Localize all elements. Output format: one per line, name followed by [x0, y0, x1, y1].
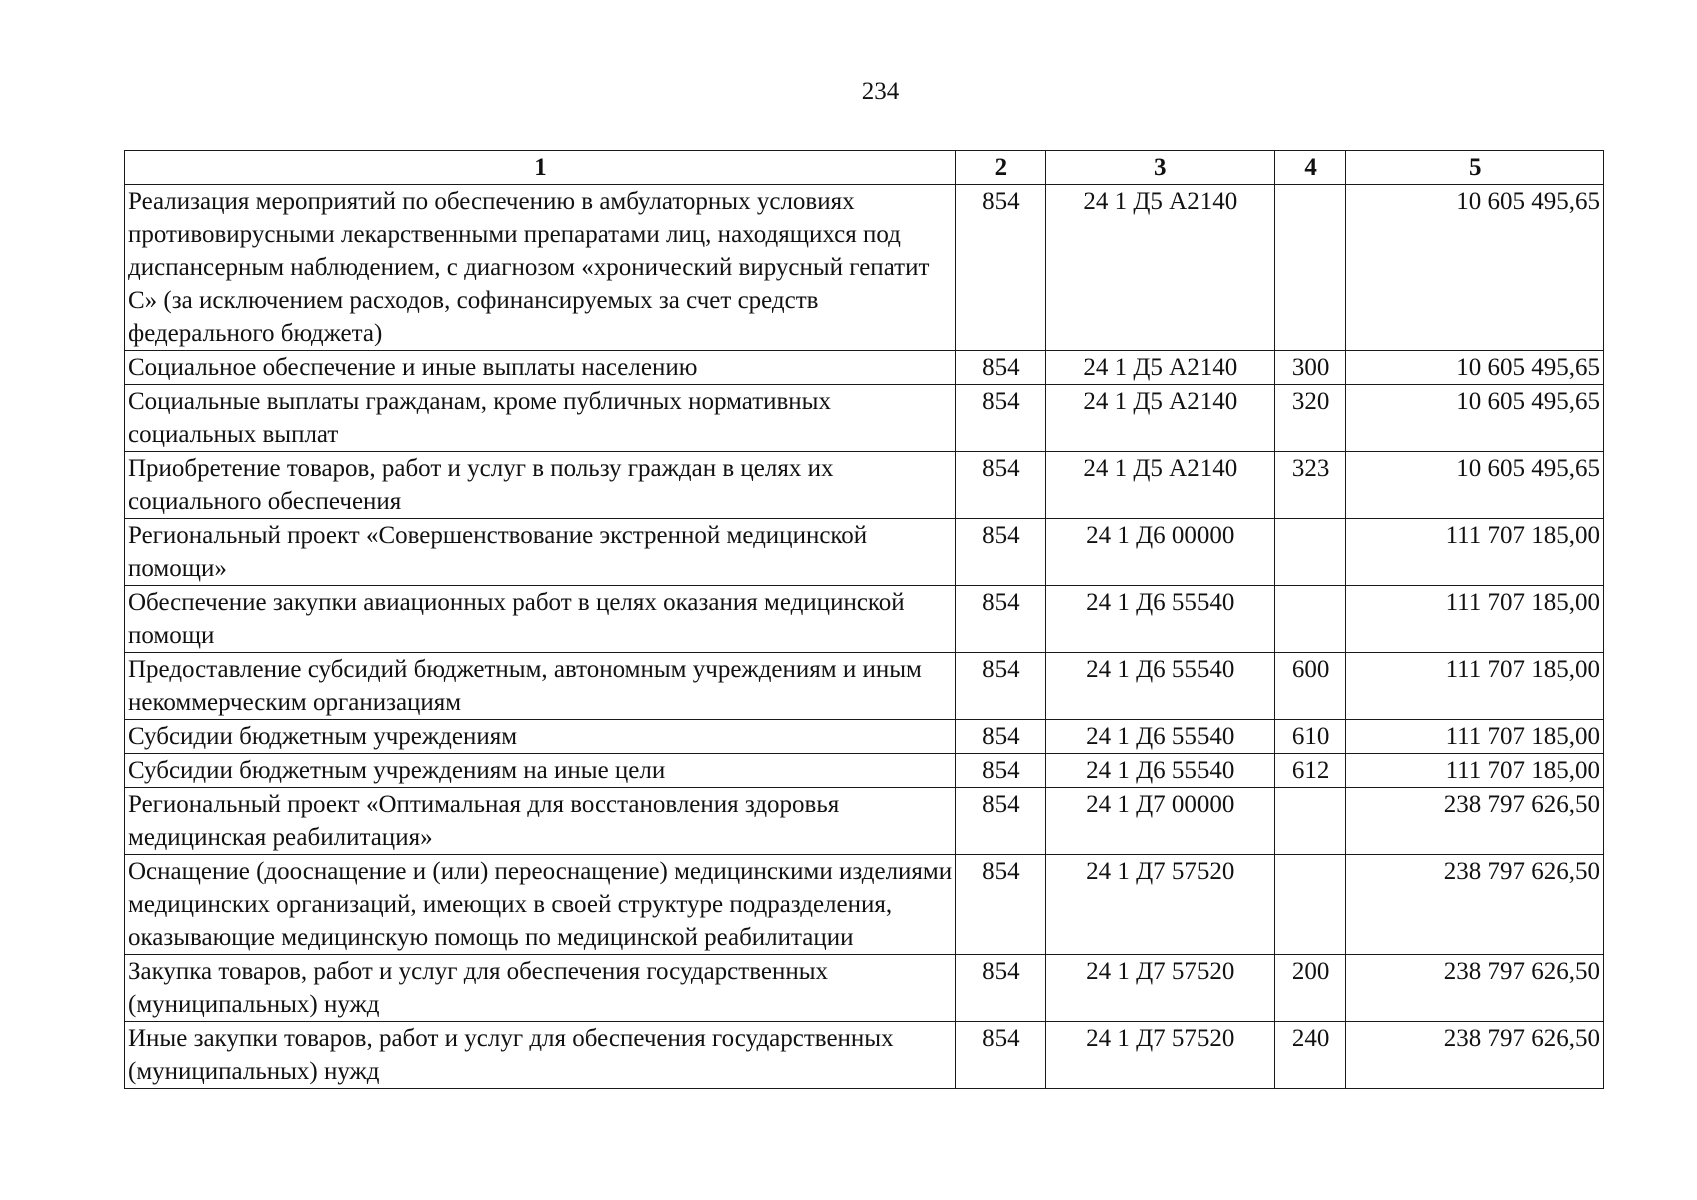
- table-row: [125, 955, 1604, 1022]
- table-row: [125, 185, 1604, 351]
- row-expense-type: 610: [1274, 720, 1345, 754]
- row-code: 854: [956, 955, 1046, 1022]
- row-name: Субсидии бюджетным учреждениям на иные цели: [125, 754, 956, 788]
- row-expense-type: 200: [1274, 955, 1345, 1022]
- row-target-article: 24 1 Д7 00000: [1045, 788, 1274, 855]
- row-name: Закупка товаров, работ и услуг для обеспечения государственных (муниципальных) нужд: [125, 955, 956, 1022]
- row-sum: 238 797 626,50: [1346, 955, 1604, 1022]
- row-expense-type: [1274, 855, 1345, 955]
- row-expense-type: 323: [1274, 452, 1345, 519]
- row-name: Приобретение товаров, работ и услуг в пользу граждан в целях их социального обеспечения: [125, 452, 956, 519]
- row-code: 854: [956, 855, 1046, 955]
- row-target-article: 24 1 Д6 55540: [1045, 653, 1274, 720]
- row-target-article: 24 1 Д7 57520: [1045, 955, 1274, 1022]
- row-code: 854: [956, 185, 1046, 351]
- row-name: Региональный проект «Оптимальная для восстановления здоровья медицинская реабилитация»: [125, 788, 956, 855]
- row-code: 854: [956, 1022, 1046, 1089]
- row-sum: 111 707 185,00: [1346, 720, 1604, 754]
- table-row: [125, 754, 1604, 788]
- row-name: Обеспечение закупки авиационных работ в целях оказания медицинской помощи: [125, 586, 956, 653]
- row-target-article: 24 1 Д6 55540: [1045, 754, 1274, 788]
- row-name: Социальное обеспечение и иные выплаты населению: [125, 351, 956, 385]
- column-header-1: 1: [125, 151, 956, 185]
- row-sum: 10 605 495,65: [1346, 351, 1604, 385]
- table-row: [125, 653, 1604, 720]
- row-expense-type: [1274, 185, 1345, 351]
- row-sum: 238 797 626,50: [1346, 1022, 1604, 1089]
- table-row: [125, 452, 1604, 519]
- row-expense-type: 240: [1274, 1022, 1345, 1089]
- row-name: Иные закупки товаров, работ и услуг для обеспечения государственных (муниципальных) нужд: [125, 1022, 956, 1089]
- row-name: Субсидии бюджетным учреждениям: [125, 720, 956, 754]
- column-header-3: 3: [1045, 151, 1274, 185]
- row-name: Социальные выплаты гражданам, кроме публичных нормативных социальных выплат: [125, 385, 956, 452]
- row-code: 854: [956, 452, 1046, 519]
- table-row: [125, 351, 1604, 385]
- page-number: 234: [861, 78, 900, 105]
- table-row: [125, 586, 1604, 653]
- column-header-5: 5: [1346, 151, 1604, 185]
- row-sum: 111 707 185,00: [1346, 519, 1604, 586]
- row-target-article: 24 1 Д6 55540: [1045, 586, 1274, 653]
- row-name: Региональный проект «Совершенствование экстренной медицинской помощи»: [125, 519, 956, 586]
- row-expense-type: [1274, 788, 1345, 855]
- row-expense-type: 612: [1274, 754, 1345, 788]
- row-code: 854: [956, 519, 1046, 586]
- row-code: 854: [956, 720, 1046, 754]
- column-header-2: 2: [956, 151, 1046, 185]
- row-target-article: 24 1 Д6 55540: [1045, 720, 1274, 754]
- row-code: 854: [956, 788, 1046, 855]
- row-target-article: 24 1 Д7 57520: [1045, 855, 1274, 955]
- table-row: [125, 855, 1604, 955]
- row-sum: 238 797 626,50: [1346, 855, 1604, 955]
- table-row: [125, 788, 1604, 855]
- row-code: 854: [956, 351, 1046, 385]
- row-expense-type: 320: [1274, 385, 1345, 452]
- row-target-article: 24 1 Д6 00000: [1045, 519, 1274, 586]
- row-target-article: 24 1 Д5 А2140: [1045, 351, 1274, 385]
- row-code: 854: [956, 653, 1046, 720]
- row-sum: 111 707 185,00: [1346, 653, 1604, 720]
- column-header-4: 4: [1274, 151, 1345, 185]
- row-expense-type: 600: [1274, 653, 1345, 720]
- table-row: [125, 385, 1604, 452]
- row-sum: 111 707 185,00: [1346, 754, 1604, 788]
- row-target-article: 24 1 Д7 57520: [1045, 1022, 1274, 1089]
- table-row: [125, 1022, 1604, 1089]
- row-sum: 10 605 495,65: [1346, 452, 1604, 519]
- row-sum: 10 605 495,65: [1346, 185, 1604, 351]
- row-code: 854: [956, 586, 1046, 653]
- row-expense-type: 300: [1274, 351, 1345, 385]
- row-target-article: 24 1 Д5 А2140: [1045, 385, 1274, 452]
- table-row: [125, 720, 1604, 754]
- row-sum: 111 707 185,00: [1346, 586, 1604, 653]
- row-name: Оснащение (дооснащение и (или) переоснащение) медицинскими изделиями медицинских организаций, имеющих в своей структуре подразделения, оказывающие медицинскую помощь по медицинской реабилитации: [125, 855, 956, 955]
- row-code: 854: [956, 385, 1046, 452]
- row-target-article: 24 1 Д5 А2140: [1045, 185, 1274, 351]
- row-sum: 10 605 495,65: [1346, 385, 1604, 452]
- table-row: [125, 519, 1604, 586]
- row-sum: 238 797 626,50: [1346, 788, 1604, 855]
- row-expense-type: [1274, 586, 1345, 653]
- row-code: 854: [956, 754, 1046, 788]
- row-name: Реализация мероприятий по обеспечению в амбулаторных условиях противовирусными лекарственными препаратами лиц, находящихся под диспансерным наблюдением, с диагнозом «хронический вирусный гепатит С» (за исключением расходов, софинансируемых за счет средств федерального бюджета): [125, 185, 956, 351]
- row-name: Предоставление субсидий бюджетным, автономным учреждениям и иным некоммерческим организациям: [125, 653, 956, 720]
- row-target-article: 24 1 Д5 А2140: [1045, 452, 1274, 519]
- budget-table: [124, 150, 1604, 1089]
- row-expense-type: [1274, 519, 1345, 586]
- table-header-row: [125, 151, 1604, 185]
